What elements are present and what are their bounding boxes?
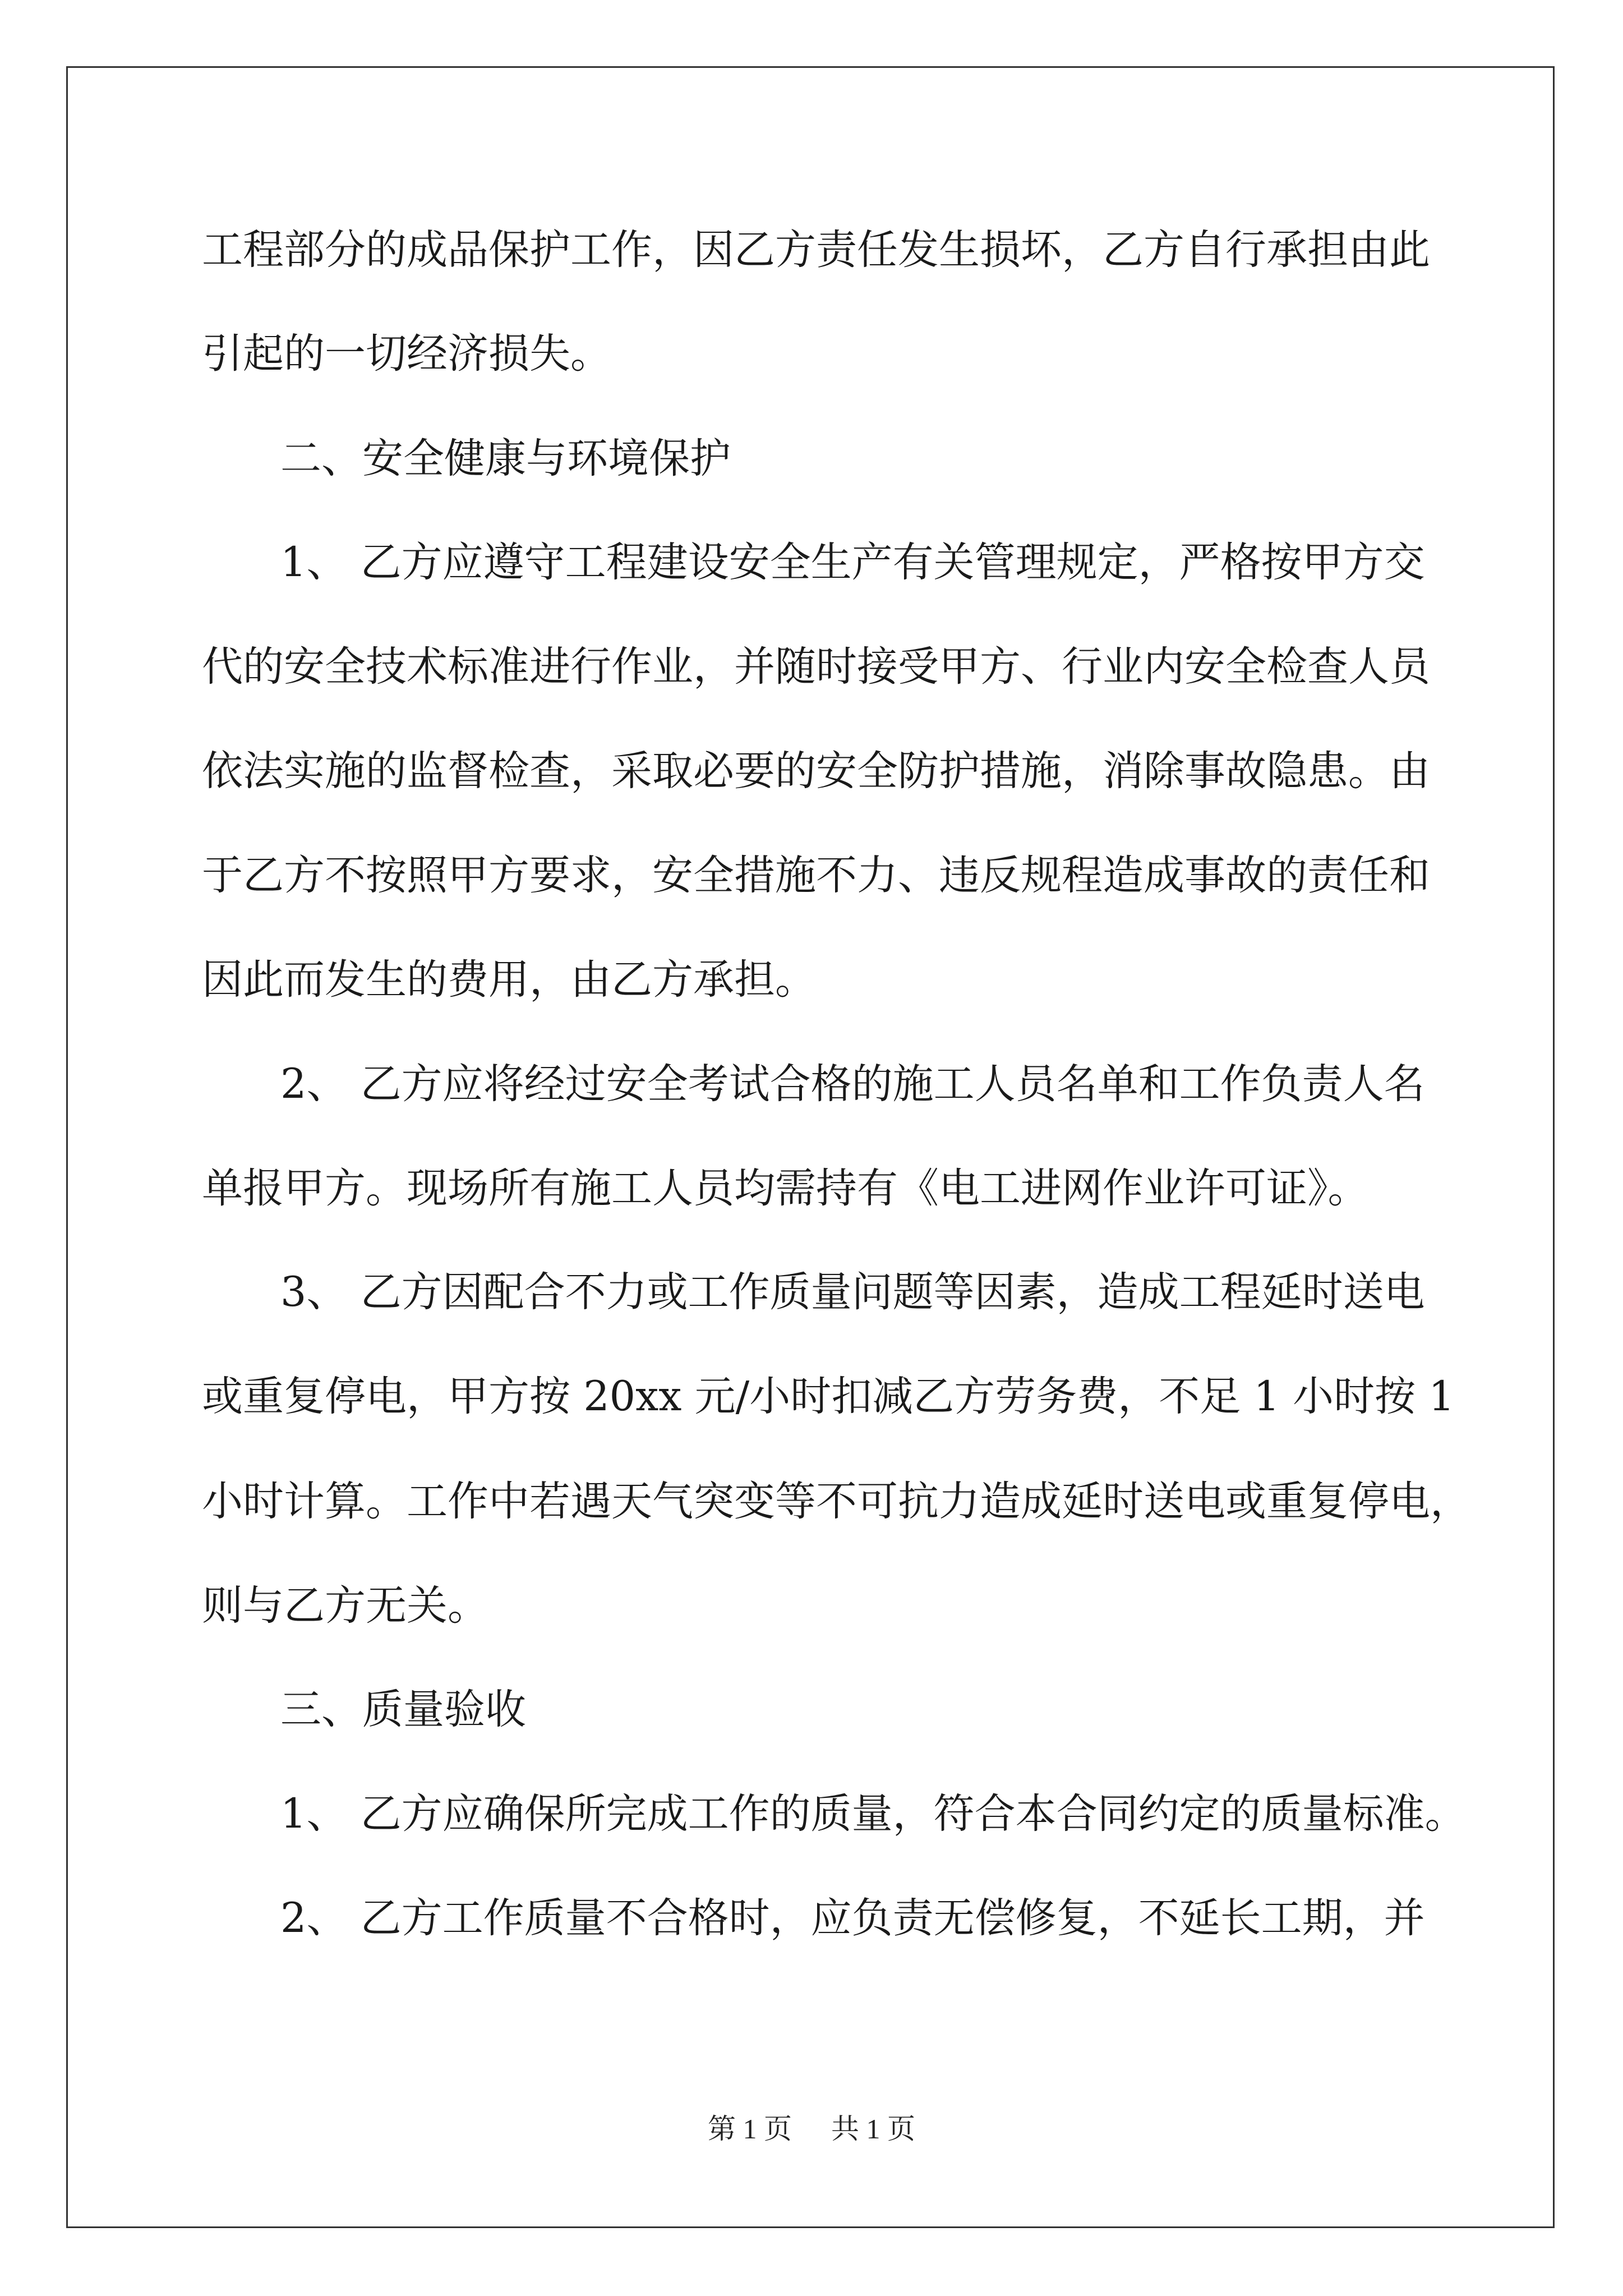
- text-line: 单报甲方。现场所有施工人员均需持有《电工进网作业许可证》。: [202, 1165, 1369, 1212]
- text-line: 引起的一切经济损失。: [202, 330, 611, 378]
- text-line: 或重复停电，甲方按 20xx 元/小时扣减乙方劳务费，不足 1 小时按 1: [202, 1373, 1455, 1420]
- text-line: 2、 乙方应将经过安全考试合格的施工人员名单和工作负责人名: [280, 1060, 1425, 1108]
- text-line: 小时计算。工作中若遇天气突变等不可抗力造成延时送电或重复停电，: [202, 1478, 1471, 1525]
- text-line: 工程部分的成品保护工作，因乙方责任发生损坏，乙方自行承担由此: [202, 226, 1430, 274]
- text-line: 2、 乙方工作质量不合格时，应负责无偿修复，不延长工期，并: [280, 1894, 1425, 1942]
- text-line: 依法实施的监督检查，采取必要的安全防护措施，消除事故隐患。由: [202, 747, 1430, 795]
- text-line: 3、 乙方因配合不力或工作质量问题等因素，造成工程延时送电: [280, 1268, 1425, 1316]
- page-footer: [0, 2112, 1623, 2146]
- text-line: 1、 乙方应确保所完成工作的质量，符合本合同约定的质量标准。: [280, 1790, 1466, 1838]
- text-line: 因此而发生的费用，由乙方承担。: [202, 956, 816, 1004]
- text-line: 1、 乙方应遵守工程建设安全生产有关管理规定，严格按甲方交: [280, 539, 1425, 586]
- section-heading: 二、安全健康与环境保护: [280, 435, 731, 482]
- page-total: 共 1 页: [831, 2113, 915, 2145]
- page-number: 第 1 页: [708, 2113, 792, 2145]
- text-line: 则与乙方无关。: [202, 1582, 488, 1630]
- text-line: 于乙方不按照甲方要求，安全措施不力、违反规程造成事故的责任和: [202, 852, 1430, 899]
- text-line: 代的安全技术标准进行作业，并随时接受甲方、行业内安全检查人员: [202, 643, 1430, 691]
- section-heading: 三、质量验收: [280, 1686, 526, 1733]
